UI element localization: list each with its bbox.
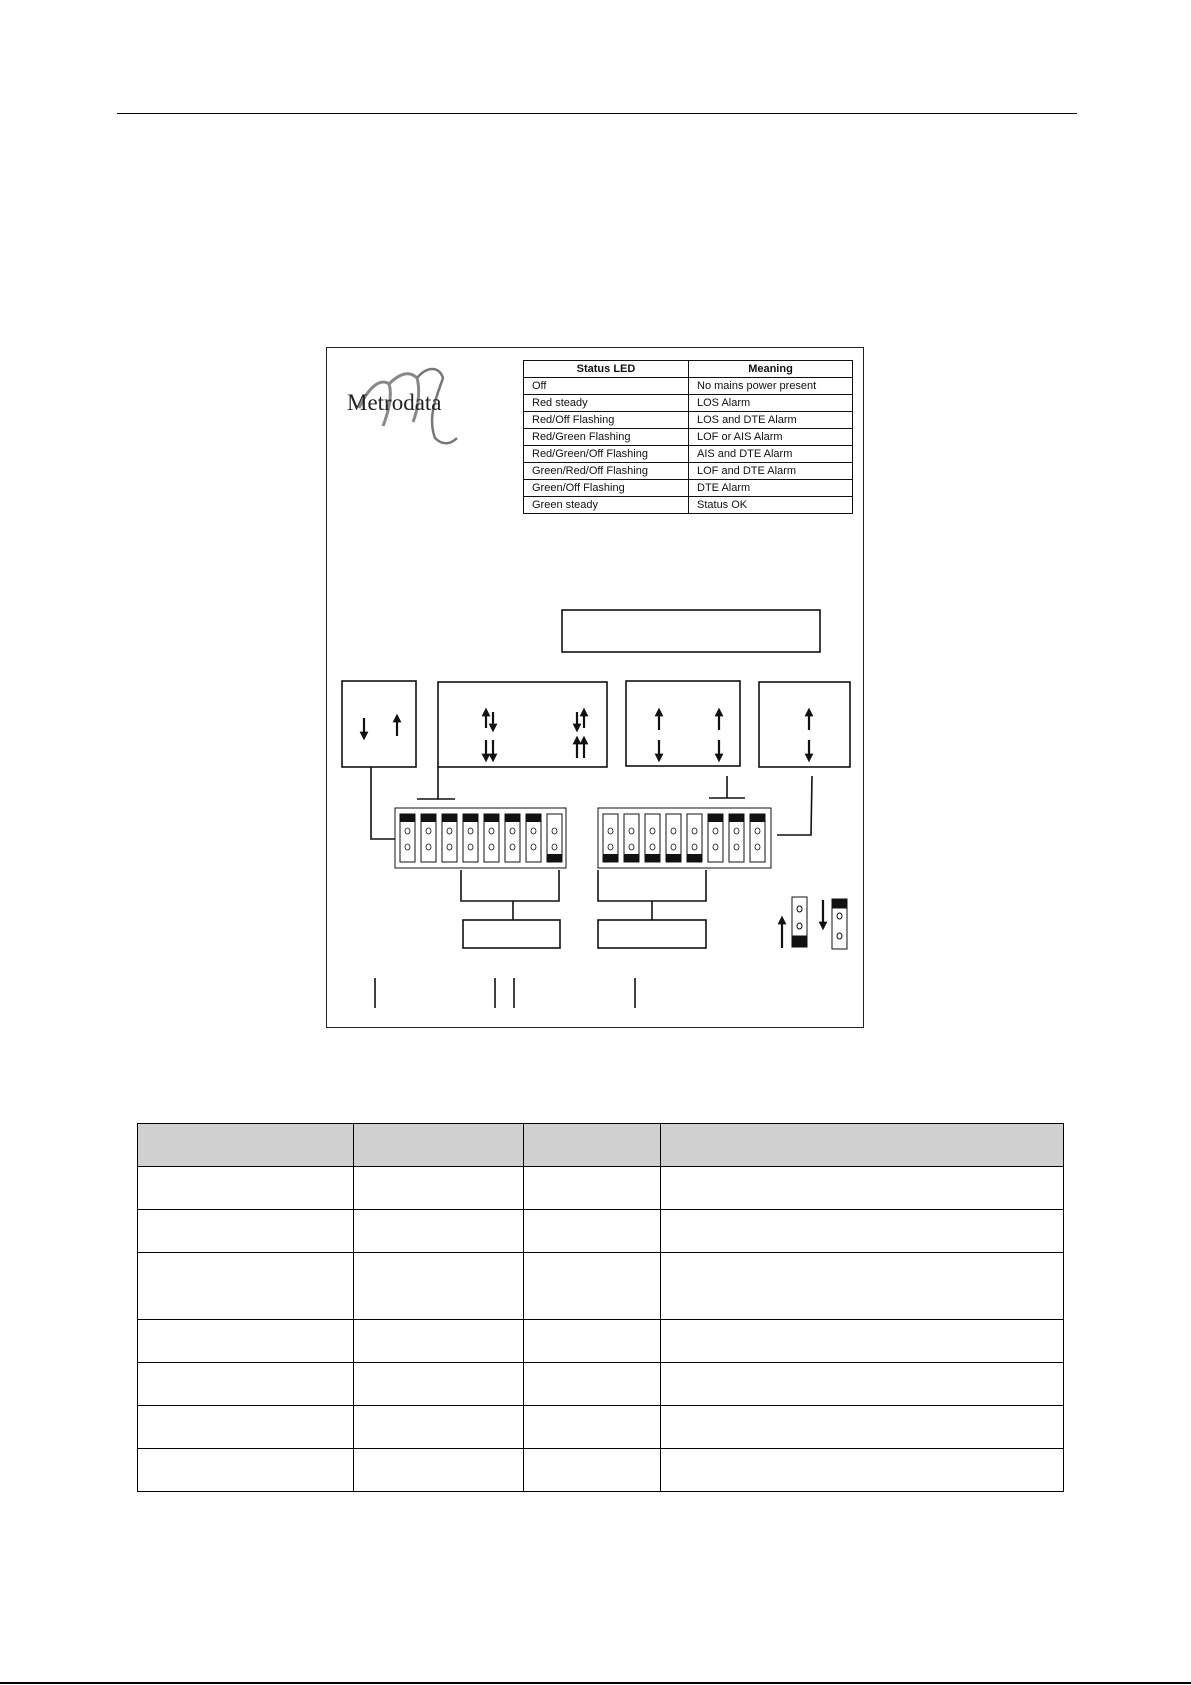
led-status: Red/Green Flashing — [524, 429, 689, 446]
settings-header-row — [138, 1124, 1064, 1167]
led-header-status: Status LED — [524, 361, 689, 378]
table-row — [138, 1320, 1064, 1363]
dip-switch-position — [463, 814, 478, 862]
dip-switch-position — [505, 814, 520, 862]
label-box-top — [562, 610, 820, 652]
settings-table — [137, 1123, 1064, 1492]
dip-switch-position — [750, 814, 765, 862]
header-rule — [117, 113, 1077, 114]
label-box-left — [463, 920, 560, 948]
dip-switch-position — [624, 814, 639, 862]
table-row — [138, 1449, 1064, 1492]
dip-switch-position — [400, 814, 415, 862]
dip-switch-position — [421, 814, 436, 862]
dip-switch-left — [400, 814, 562, 862]
switch-diagram — [327, 348, 865, 1029]
led-meaning: DTE Alarm — [689, 480, 853, 497]
led-meaning: LOF or AIS Alarm — [689, 429, 853, 446]
logo-text: Metrodata — [347, 390, 442, 415]
led-meaning: Status OK — [689, 497, 853, 514]
dip-switch-position — [687, 814, 702, 862]
footer-rule — [0, 1682, 1191, 1684]
led-status: Green/Off Flashing — [524, 480, 689, 497]
led-meaning: LOF and DTE Alarm — [689, 463, 853, 480]
group-box-4 — [759, 682, 850, 767]
dip-switch-position — [484, 814, 499, 862]
dip-switch-position — [526, 814, 541, 862]
label-box-right — [598, 920, 706, 948]
led-meaning: LOS Alarm — [689, 395, 853, 412]
led-meaning: No mains power present — [689, 378, 853, 395]
dip-switch-position — [603, 814, 618, 862]
group-box-2 — [438, 682, 607, 767]
table-row — [138, 1167, 1064, 1210]
dip-switch-position — [708, 814, 723, 862]
dip-switch-position — [645, 814, 660, 862]
dip-switch-position — [666, 814, 681, 862]
led-status: Red/Off Flashing — [524, 412, 689, 429]
led-status: Off — [524, 378, 689, 395]
legend-switch-up — [832, 899, 847, 949]
led-status: Green steady — [524, 497, 689, 514]
led-meaning: LOS and DTE Alarm — [689, 412, 853, 429]
led-meaning: AIS and DTE Alarm — [689, 446, 853, 463]
table-row — [138, 1253, 1064, 1320]
led-header-meaning: Meaning — [689, 361, 853, 378]
dip-switch-right — [603, 814, 765, 862]
table-row — [138, 1406, 1064, 1449]
group-box-3 — [626, 681, 740, 766]
dip-switch-position — [547, 814, 562, 862]
dip-switch-position — [729, 814, 744, 862]
group-box-1 — [342, 681, 416, 767]
dip-switch-position — [442, 814, 457, 862]
table-row — [138, 1363, 1064, 1406]
legend-switch-down — [792, 897, 807, 947]
led-status: Red/Green/Off Flashing — [524, 446, 689, 463]
led-status: Green/Red/Off Flashing — [524, 463, 689, 480]
table-row — [138, 1210, 1064, 1253]
front-panel-figure — [326, 347, 864, 1028]
led-status: Red steady — [524, 395, 689, 412]
